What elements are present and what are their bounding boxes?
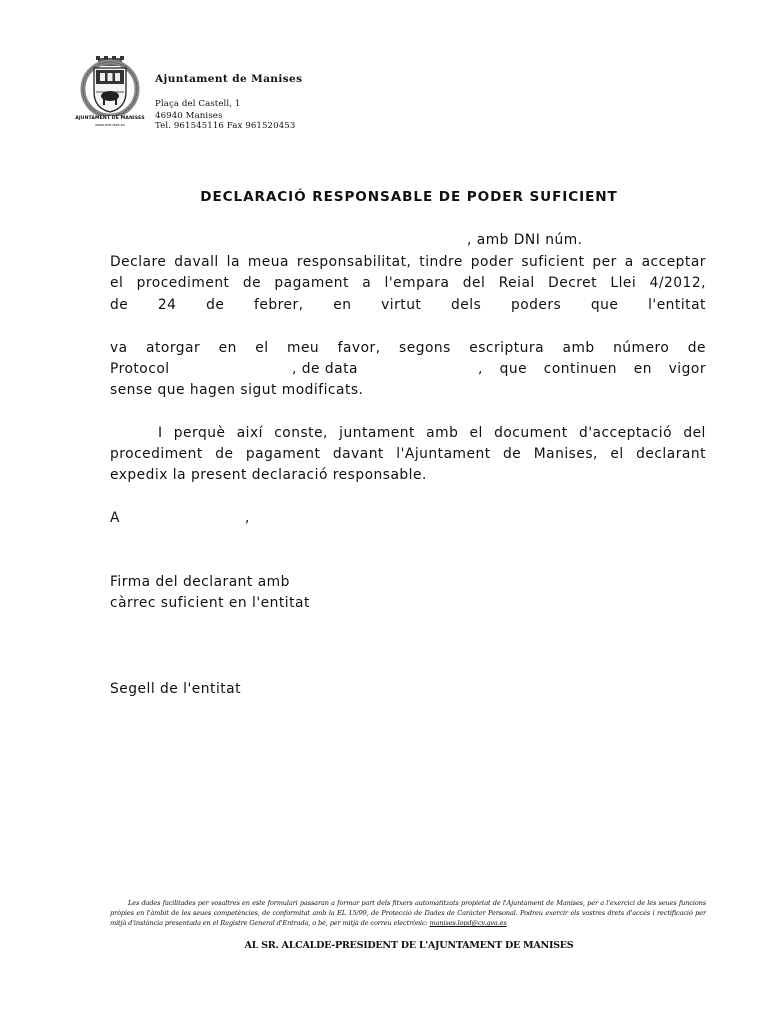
word: responsabilitat, [296,254,412,270]
word: davant [332,446,384,462]
place-prefix: A [110,510,120,526]
word: a [624,254,634,270]
word: del [683,425,706,441]
seal-label: Segell de l'entitat [110,681,242,697]
word: en [633,361,652,377]
word: tindre [419,254,463,270]
paragraph-1-line-3 [110,275,706,291]
word: l'empara [384,275,450,291]
word: número [613,340,670,356]
word: febrer, [254,297,304,313]
logo-label: AJUNTAMENT DE MANISES [75,116,145,121]
word: vigor [668,361,706,377]
word: va [110,340,128,356]
logo-url: www.manises.es [95,123,125,127]
word: en [218,340,237,356]
word: document [494,425,568,441]
paragraph-2-line-1 [110,340,706,356]
word: l'Ajuntament [396,446,491,462]
word: procediment [110,446,203,462]
word: pagament [274,275,349,291]
word: que [499,361,528,377]
word: continuen [543,361,618,377]
word: 4/2012, [649,275,706,291]
validity-clause [478,361,706,377]
word: així [236,425,263,441]
word: escriptura [469,340,545,356]
address-line-1: Plaça del Castell, 1 [155,99,241,109]
word: conste, [274,425,328,441]
word: de [687,340,706,356]
word: el [610,446,624,462]
word: de [110,297,129,313]
word: Reial [498,275,535,291]
word: declarant [636,446,706,462]
word: el [469,425,483,441]
word: I [158,425,163,441]
addressee-line: AL SR. ALCALDE-PRESIDENT DE L'AJUNTAMENT DE MANISES [244,940,574,951]
protocol-label: Protocol [110,361,170,377]
paragraph-3-line-2 [110,446,706,462]
word: de [503,446,522,462]
word: virtut [381,297,422,313]
word: el [110,275,124,291]
word: d'acceptació [578,425,673,441]
word: a [362,275,372,291]
paragraph-3-line-3: expedix la present declaració responsable. [110,467,427,483]
word: juntament [339,425,415,441]
signature-label-line-1: Firma del declarant amb [110,574,290,590]
word: amb [426,425,459,441]
word: Declare [110,254,167,270]
word: el [255,340,269,356]
word: amb [562,340,595,356]
word: , [478,361,483,377]
word: poder [470,254,514,270]
privacy-note-text: Les dades facilitades per vosaltres en este formulari passaran a formar part dels fitxers automatitzats propietat de l'Ajuntament de Manises, per a l'exercici de les seues funcions pròpies en l'àmbit de les seues competències, de conformitat amb la EL 15/99, de Protecció de Dades de Caràcter Personal. Podreu exercir els vostres drets d'accés i rectificació per mitjà d'instància presentada en el Registre General d'Entrada, o bé, per mitjà de correu electrònic: [110,899,706,928]
word: meu [287,340,320,356]
dni-line: , amb DNI núm. [467,232,583,248]
word: Manises, [533,446,598,462]
word: favor, [337,340,381,356]
word: la [226,254,240,270]
word: suficient [521,254,585,270]
paragraph-1-line-4 [110,297,706,313]
privacy-note [110,898,706,929]
word: que [590,297,619,313]
privacy-email-link[interactable]: manises.lopd@cv.gva.es [429,919,507,928]
word: Llei [610,275,637,291]
signature-label-line-2: càrrec suficient en l'entitat [110,595,310,611]
word: acceptar [641,254,706,270]
word: davall [174,254,219,270]
date-label: , de data [292,361,358,377]
word: de [242,275,262,291]
word: dels [451,297,482,313]
word: de [215,446,234,462]
paragraph-2-line-3: sense que hagen sigut modificats. [110,382,364,398]
word: 24 [157,297,177,313]
word: en [333,297,352,313]
word: segons [399,340,451,356]
word: per [592,254,617,270]
word: procediment [136,275,230,291]
phone-fax-line: Tel. 961545116 Fax 961520453 [155,121,296,131]
org-name: Ajuntament de Manises [155,73,303,85]
word: pagament [245,446,321,462]
paragraph-3-line-1 [158,425,706,441]
paragraph-1-line-2 [110,254,706,270]
place-comma: , [245,510,250,526]
word: poders [510,297,562,313]
document-title: DECLARACIÓ RESPONSABLE DE PODER SUFICIENT [200,189,618,205]
address-line-2: 46940 Manises [155,111,223,121]
word: del [462,275,486,291]
word: l'entitat [648,297,706,313]
word: Decret [548,275,598,291]
word: de [206,297,225,313]
word: meua [247,254,289,270]
word: perquè [173,425,226,441]
word: atorgar [146,340,201,356]
